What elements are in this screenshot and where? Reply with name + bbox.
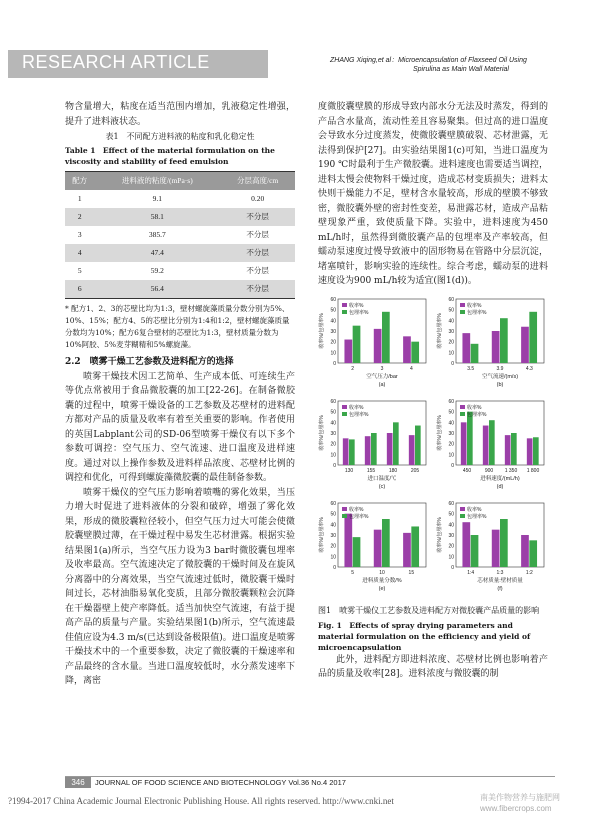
chart-svg: [318, 295, 430, 391]
legend-label: 包埋率%: [467, 309, 487, 316]
paragraph: 物含量增大，粘度在适当范围内增加，乳液稳定性增强，提升了进料液状态。: [65, 102, 295, 127]
bar: [403, 532, 411, 566]
x-tick-label: 130: [344, 467, 354, 474]
y-tick-label: 50: [448, 409, 454, 416]
chart-panel-b: [436, 295, 546, 388]
chart-panel-f: [436, 499, 546, 592]
y-tick-label: 20: [330, 543, 336, 550]
copyright-line: ?1994-2017 China Academic Journal Electronic Publishing House. All rights reserved. http://www.cnki.net: [8, 796, 394, 806]
figure-caption-cn: 图1 喷雾干燥仪工艺参数及进料配方对微胶囊产品质量的影响: [318, 605, 540, 615]
table-row: [65, 190, 295, 208]
y-tick-label: 30: [330, 532, 336, 539]
table-row: [65, 226, 295, 244]
bar: [527, 438, 533, 465]
legend-label: 收率%: [467, 404, 482, 411]
figure-1: [318, 295, 548, 605]
legend-swatch: [342, 514, 347, 518]
figure-caption-en: Fig. 1 Effects of spray drying parameters and material formulation on the efficiency and yield of microencapsulation: [318, 620, 531, 652]
legend-label: 收率%: [467, 302, 482, 309]
bar: [533, 437, 539, 465]
chart-svg: [436, 397, 548, 493]
chart-svg: [436, 499, 548, 595]
bar: [409, 435, 415, 465]
bar: [353, 325, 361, 362]
y-axis-label: 收率%/包埋率%: [437, 312, 443, 349]
y-tick-label: 60: [330, 398, 336, 405]
table-cell: 不分层: [220, 244, 295, 262]
panel-label: (b): [496, 381, 504, 388]
bar: [411, 341, 419, 362]
table-cell: 2: [65, 208, 94, 226]
table-cell: 不分层: [246, 265, 269, 275]
y-axis-label: 收率%/包埋率%: [437, 516, 443, 553]
y-tick-label: 30: [330, 328, 336, 335]
table-cell: 4: [65, 244, 94, 262]
running-header-authors: ZHANG Xiqing,et al：Microencapsulation of Flaxseed Oil Using: [330, 57, 527, 64]
table-caption-cn: 表1 不同配方进料液的粘度和乳化稳定性: [105, 132, 255, 141]
bar: [521, 535, 529, 567]
table-footnote: * 配方1、2、3的芯壁比均为1:3，壁材螺旋藻质量分数分别为5%、10%、15%；配方4、5的芯壁比分别为1:4和1:2，壁材螺旋藻质量分数均为10%；配方6复合壁材的芯壁比为1:3，壁材质量分数为10%阿胶、5%麦芽糊精和5%螺旋藻。: [65, 304, 290, 349]
y-tick-label: 40: [330, 419, 336, 426]
x-tick-label: 1:2: [525, 569, 533, 576]
bar: [500, 318, 508, 363]
x-tick-label: 1 350: [504, 467, 518, 474]
x-axis-label: 进料速度/(mL/h): [480, 475, 520, 482]
bar: [483, 425, 489, 464]
table-cell: 1: [77, 193, 82, 203]
x-tick-label: 2: [351, 365, 355, 372]
x-tick-label: 4.3: [525, 365, 533, 372]
paragraph: 喷雾干燥技术因工艺简单、生产成本低、可连续生产等优点常被用于食品微胶囊的加工[22-26]。在制备微胶囊的过程中，喷雾干燥设备的工艺参数及芯壁材的进料配方都对产品的质量及收率有着至关重要的影响。作者使用的英国Labplant公司的SD-06型喷雾干燥仪有以下多个参数可调控：空气压力、空气流速、进口温度及进样速度。通过对以上操作参数及进料样品浓度、芯壁材比例的调控和优化，可得到螺旋藻微胶囊的最佳制备参数。: [65, 371, 295, 483]
bar: [492, 529, 500, 566]
legend-label: 包埋率%: [349, 309, 369, 316]
bar: [511, 433, 517, 465]
bar: [349, 439, 355, 465]
bar: [374, 529, 382, 566]
y-tick-label: 10: [330, 451, 336, 458]
chart-svg: [318, 499, 430, 595]
x-tick-label: 1 800: [526, 467, 540, 474]
bar: [393, 422, 399, 465]
y-axis-label: 收率%/包埋率%: [319, 312, 325, 349]
y-tick-label: 20: [448, 339, 454, 346]
y-tick-label: 0: [451, 360, 454, 367]
chart-panel-d: [436, 397, 546, 490]
bar: [489, 420, 495, 465]
y-tick-label: 60: [448, 296, 454, 303]
left-column: [65, 100, 295, 689]
legend-label: 收率%: [349, 302, 364, 309]
bar: [529, 540, 537, 567]
x-tick-label: 10: [379, 569, 385, 576]
bar: [415, 425, 421, 464]
y-tick-label: 30: [330, 430, 336, 437]
bar: [374, 328, 382, 362]
bar: [371, 433, 377, 465]
x-tick-label: 180: [388, 467, 398, 474]
panel-label: (f): [497, 585, 503, 592]
table-row: [65, 244, 295, 262]
y-tick-label: 30: [448, 328, 454, 335]
table-cell: 9.1: [152, 193, 162, 203]
bar: [403, 336, 411, 363]
section-heading: 2.2 喷雾干燥工艺参数及进料配方的选择: [65, 357, 234, 367]
bar: [344, 513, 352, 566]
table-header: 分层高度/cm: [220, 172, 295, 191]
table-cell: 5: [77, 265, 82, 275]
table-cell: 不分层: [220, 208, 295, 226]
x-axis-label: 芯材质量:壁材质量: [477, 577, 523, 584]
y-tick-label: 30: [448, 532, 454, 539]
y-tick-label: 10: [330, 553, 336, 560]
y-tick-label: 50: [448, 307, 454, 314]
x-tick-label: 5: [351, 569, 355, 576]
y-tick-label: 10: [448, 553, 454, 560]
y-tick-label: 40: [330, 521, 336, 528]
table-cell: 59.2: [150, 265, 164, 275]
chart-svg: [318, 397, 430, 493]
table-caption-en: Table 1 Effect of the material formulation on the viscosity and stability of feed emulsion: [65, 146, 275, 166]
panel-label: (a): [378, 381, 386, 388]
y-axis-label: 收率%/包埋率%: [437, 414, 443, 451]
legend-swatch: [460, 514, 465, 518]
x-axis-label: 空气压力/bar: [366, 373, 398, 380]
bar: [521, 326, 529, 362]
y-tick-label: 40: [448, 317, 454, 324]
legend-swatch: [342, 405, 347, 409]
bar: [462, 522, 470, 567]
bar: [492, 331, 500, 363]
bar: [529, 311, 537, 362]
y-tick-label: 50: [330, 409, 336, 416]
table-header: 配方: [65, 172, 94, 191]
bar: [461, 422, 467, 465]
x-tick-label: 205: [410, 467, 420, 474]
bar: [471, 343, 479, 362]
y-tick-label: 20: [448, 441, 454, 448]
y-tick-label: 60: [330, 296, 336, 303]
legend-swatch: [460, 507, 465, 511]
y-tick-label: 0: [451, 564, 454, 571]
table-cell: 47.4: [94, 244, 220, 262]
y-tick-label: 50: [330, 307, 336, 314]
x-tick-label: 3.5: [467, 365, 475, 372]
y-tick-label: 10: [330, 349, 336, 356]
x-tick-label: 15: [408, 569, 415, 576]
legend-swatch: [342, 310, 347, 314]
table-cell: 385.7: [148, 229, 166, 239]
bar: [467, 411, 473, 464]
table-row: [65, 280, 295, 299]
y-tick-label: 20: [330, 339, 336, 346]
legend-swatch: [342, 303, 347, 307]
legend-label: 收率%: [467, 506, 482, 513]
bar: [343, 438, 349, 465]
y-tick-label: 50: [330, 511, 336, 518]
table-cell: 3: [77, 229, 82, 239]
y-tick-label: 0: [333, 564, 336, 571]
chart-panel-a: [318, 295, 428, 388]
bar: [411, 526, 419, 567]
table-cell: 56.4: [94, 280, 220, 299]
bar: [382, 519, 390, 567]
chart-panel-e: [318, 499, 428, 592]
formulation-table: [65, 171, 295, 299]
y-tick-label: 40: [448, 521, 454, 528]
journal-name: JOURNAL OF FOOD SCIENCE AND BIOTECHNOLOGY Vol.36 No.4 2017: [95, 778, 346, 787]
paragraph: 此外，进料配方即进料浓度、芯壁材比例也影响着产品的质量及收率[28]。进料浓度与微胶囊的制: [318, 654, 548, 679]
table-row: [65, 262, 295, 280]
right-column: [318, 100, 548, 682]
y-tick-label: 0: [451, 462, 454, 469]
y-axis-label: 收率%/包埋率%: [319, 516, 325, 553]
legend-swatch: [342, 507, 347, 511]
y-tick-label: 10: [448, 349, 454, 356]
x-tick-label: 1:3: [496, 569, 504, 576]
legend-swatch: [460, 310, 465, 314]
legend-label: 包埋率%: [467, 513, 487, 520]
bar: [365, 436, 371, 465]
x-tick-label: 1:4: [467, 569, 475, 576]
y-tick-label: 10: [448, 451, 454, 458]
bar: [387, 433, 393, 465]
x-tick-label: 3.9: [496, 365, 504, 372]
legend-swatch: [460, 303, 465, 307]
bar: [382, 311, 390, 362]
bar: [471, 535, 479, 567]
y-tick-label: 40: [330, 317, 336, 324]
chart-svg: [436, 295, 548, 391]
x-axis-label: 空气流速/(m/s): [481, 373, 519, 380]
table-header: 进料液的粘度/(mPa·s): [94, 172, 220, 191]
y-tick-label: 60: [448, 500, 454, 507]
watermark: 南美作物营养与施肥网 www.fibercrops.com: [480, 793, 560, 813]
x-tick-label: 900: [484, 467, 494, 474]
x-tick-label: 155: [366, 467, 376, 474]
bar: [500, 519, 508, 567]
table-cell: 58.1: [94, 208, 220, 226]
page-number: 346: [65, 777, 91, 788]
legend-swatch: [460, 412, 465, 416]
x-axis-label: 进口温度/℃: [367, 475, 397, 482]
legend-label: 包埋率%: [349, 411, 369, 418]
legend-swatch: [460, 405, 465, 409]
x-tick-label: 450: [462, 467, 472, 474]
section-label: RESEARCH ARTICLE: [22, 52, 210, 72]
y-tick-label: 60: [330, 500, 336, 507]
legend-swatch: [342, 412, 347, 416]
y-tick-label: 40: [448, 419, 454, 426]
bar: [462, 333, 470, 363]
bar: [344, 339, 352, 362]
paragraph: 度微胶囊壁膜的形成导致内部水分无法及时蒸发，得到的产品含水量高，流动性差且容易聚集。但过高的进口温度会导致水分过度蒸发，使微胶囊壁膜破裂、芯材泄露，无法得到保护[27]。由实验结果图1(c)可知，当进口温度为190 ℃时最利于生产微胶囊。进料速度也需要适当调控，进料太慢会使物料干燥过度，造成芯材变质损失；进料太快则干燥能力不足，壁材含水量较高，形成的壁膜不够致密，微胶囊外壁的密封性变差，易泄露芯材，造成产品粘壁现象严重，致使质量下降。实验中，进料速度为450 mL/h时，虽然得到微胶囊产品的包埋率及产率较高，但蠕动泵速度过慢导致液中的固形物易在管路中分层沉淀，堵塞喷针，影响实验的连续性。综合考虑，蠕动泵的进料速度设为900 mL/h较为适宜(图1(d))。: [318, 102, 548, 286]
y-tick-label: 0: [333, 360, 336, 367]
table-cell: 不分层: [246, 229, 269, 239]
y-tick-label: 0: [333, 462, 336, 469]
y-tick-label: 50: [448, 511, 454, 518]
running-header-title: Spirulina as Main Wall Material: [413, 66, 509, 73]
x-axis-label: 进料质量分数/%: [362, 577, 402, 584]
legend-label: 收率%: [349, 506, 364, 513]
paragraph: 喷雾干燥仪的空气压力影响着喷嘴的雾化效果，当压力增大时促进了进料液体的分裂和破碎，增强了雾化效果，形成的微胶囊粒径较小，但空气压力过大可能会使微胶囊壁膜过薄，在干燥过程中易发生芯材泄露。根据实验结果图1(a)所示，当空气压力设为3 bar时微胶囊包埋率及收率最高。空气流速决定了微胶囊的干燥时间及在旋风分离器中的分离效果，当空气流速过低时，微胶囊干燥时间过长，芯材油脂易氧化变质，且部分微胶囊颗粒会沉降在干燥器壁上使产率降低。适当加快空气流速，有益于提高产品的质量与产量。实验结果图1(b)所示，空气流速最佳值应设为4.3 m/s(已达到设备极限值)。进口温度是喷雾干燥技术中的一个重要参数，决定了微胶囊的干燥速率和产品最终的含水量。当进口温度较低时，水分蒸发速率下降，离密: [65, 487, 295, 686]
panel-label: (e): [378, 585, 386, 592]
table-cell: 0.20: [251, 193, 265, 203]
legend-label: 包埋率%: [467, 411, 487, 418]
x-tick-label: 4: [409, 365, 413, 372]
x-tick-label: 3: [380, 365, 384, 372]
panel-label: (d): [496, 483, 504, 490]
y-tick-label: 30: [448, 430, 454, 437]
y-tick-label: 20: [330, 441, 336, 448]
bar: [505, 435, 511, 465]
table-cell: 不分层: [220, 280, 295, 299]
table-cell: 6: [65, 280, 94, 299]
table-row: [65, 208, 295, 226]
legend-label: 收率%: [349, 404, 364, 411]
y-axis-label: 收率%/包埋率%: [319, 414, 325, 451]
panel-label: (c): [378, 483, 386, 490]
legend-label: 包埋率%: [349, 513, 369, 520]
bar: [353, 537, 361, 567]
y-tick-label: 60: [448, 398, 454, 405]
y-tick-label: 20: [448, 543, 454, 550]
chart-panel-c: [318, 397, 428, 490]
